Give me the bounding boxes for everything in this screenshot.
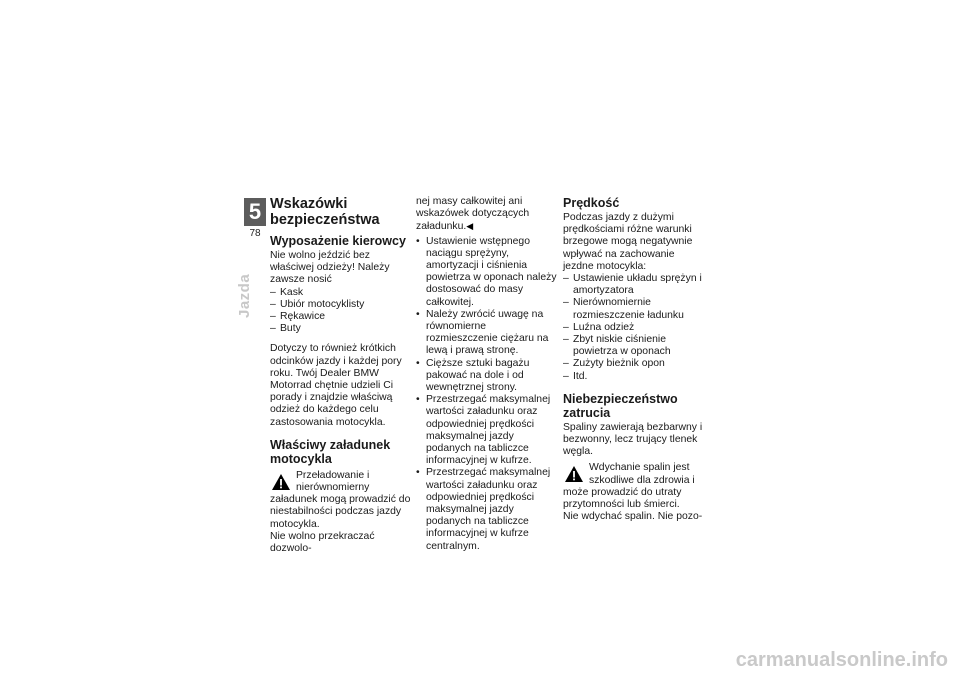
loading-rules-list [416,236,558,553]
list-item: – Kask [270,287,412,299]
poisoning-intro: Spaliny zawierają bezbarwny i bezwonny, lecz trujący tlenek węgla. [563,421,703,458]
list-item: – Zbyt niskie ciśnienie powietrza w oponach [563,334,705,358]
loading-continued-text: Nie wolno przekraczać dozwolo- [270,530,375,555]
list-item: • Należy zwrócić uwagę na równomierne rozmieszczenie ciężaru na lewą i prawą stronę. [416,309,558,358]
list-item: – Ubiór motocyklisty [270,299,412,311]
list-item: • Cięższe sztuki bagażu pakować na dole i od wewnętrznej strony. [416,358,558,395]
list-item: – Zużyty bieżnik opon [563,358,705,370]
rider-gear-list [270,287,412,336]
exhaust-warning [563,462,705,511]
column-3 [563,196,705,523]
chapter-number: 5 [244,198,266,226]
list-item: – Itd. [563,371,705,383]
column-2 [416,196,558,553]
exhaust-warning-text: Wdychanie spalin jest szkodliwe dla zdrowia i może prowadzić do utraty przytomności lub śmierci. [563,462,695,511]
rider-gear-dealer-note: Dotyczy to również krótkich odcinków jazdy i każdej pory roku. Twój Dealer BMW Motorrad chętnie udzieli Ci porady i znajdzie właściwą odzież do każdego celu zastosowania motocykla. [270,343,402,428]
warning-icon [270,472,292,492]
overload-warning-text: Przeładowanie i nierównomierny załadunek mogą prowadzić do niestabilności podczas jazdy motocykla. [270,469,411,530]
poisoning-continued-text: Nie wdychać spalin. Nie pozo- [563,511,703,523]
rider-gear-intro: Nie wolno jeździć bez właściwej odzieży! Należy zawsze nosić [270,250,390,286]
warning-icon [563,464,585,484]
speed-heading: Prędkość [563,196,620,210]
column-1 [270,196,412,555]
overload-warning [270,470,412,531]
loading-continuation [416,196,558,234]
list-item: • Ustawienie wstępnego naciągu sprężyny, amortyzacji i ciśnienia powietrza w oponach należy dostosować do masy całkowitej. [416,236,558,309]
rider-gear-heading: Wyposażenie kierowcy [270,234,406,248]
page-number: 78 [249,228,261,239]
chapter-side-label: Jazda [236,273,253,318]
list-item: – Buty [270,323,412,335]
list-item: – Rękawice [270,311,412,323]
list-item: • Przestrzegać maksymalnej wartości załadunku oraz odpowiedniej prędkości maksymalnej jazdy podanych na tabliczce informacyjnej w kufrze. [416,394,558,467]
speed-factors-list [563,273,705,383]
loading-heading: Właściwy załadunek motocykla [270,437,391,466]
continuation-text: nej masy całkowitej ani wskazówek dotyczących załadunku. [416,196,530,233]
list-item: • Przestrzegać maksymalnej wartości załadunku oraz odpowiedniej prędkości maksymalnej jazdy podanych na tabliczce informacyjnej w kufrze centralnym. [416,467,558,552]
speed-intro: Podczas jazdy z dużymi prędkościami różne warunki brzegowe mogą negatywnie wpływać na zachowanie jezdne motocykla: [563,212,693,272]
end-mark-icon: ◀ [466,221,474,232]
list-item: – Ustawienie układu sprężyn i amortyzatora [563,273,705,297]
watermark: carmanualsonline.info [735,649,948,671]
poisoning-heading: Niebezpieczeństwo zatrucia [563,391,678,420]
list-item: – Nierównomiernie rozmieszczenie ładunku [563,297,705,321]
list-item: – Luźna odzież [563,322,705,334]
section-title: Wskazówki bezpieczeństwa [270,196,380,228]
